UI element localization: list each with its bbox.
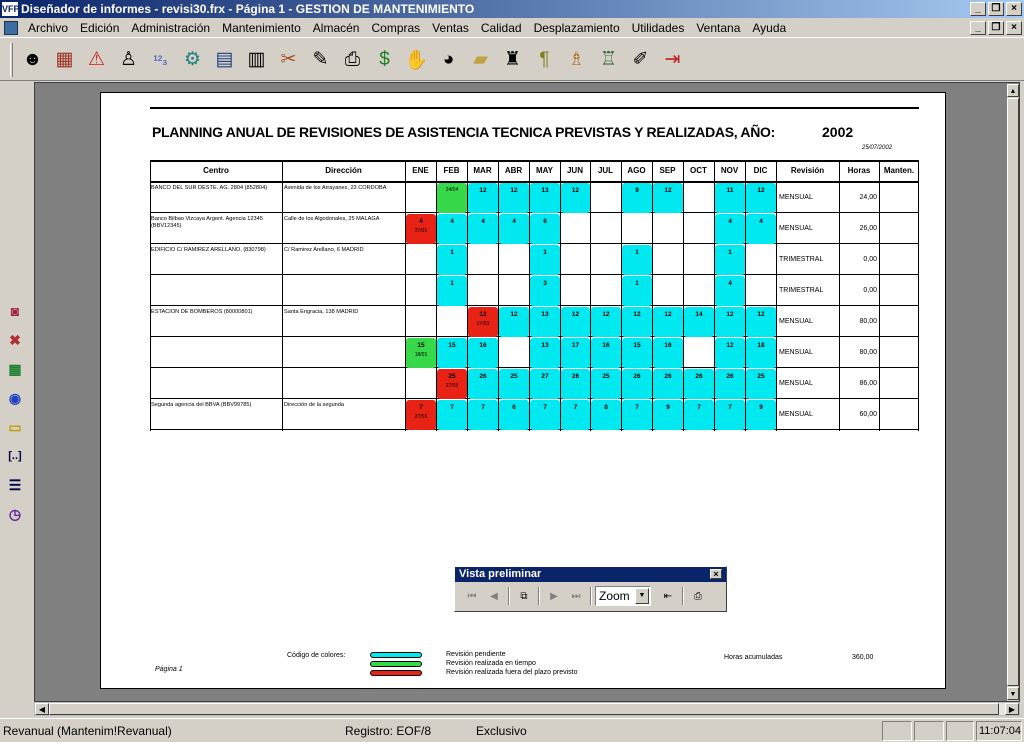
menu-administracion[interactable]: Administración xyxy=(131,20,211,35)
month-mark xyxy=(715,183,745,213)
month-date: 18/01 xyxy=(414,352,428,358)
list-icon[interactable]: ☰ xyxy=(8,476,22,493)
calculator-icon[interactable]: ▦ xyxy=(8,360,22,377)
row-centro: ESTACION DE BOMBEROS (80000801) xyxy=(151,309,253,315)
month-value: 7 xyxy=(635,404,639,411)
month-mark xyxy=(622,369,652,399)
month-value: 4 xyxy=(728,280,732,287)
month-value: 14 xyxy=(695,311,703,318)
row-horas: 0,00 xyxy=(863,256,877,263)
worker-icon[interactable]: ♜ xyxy=(503,49,522,70)
month-mark xyxy=(437,400,467,430)
month-mark xyxy=(622,307,652,337)
month-value: 9 xyxy=(666,404,670,411)
month-value: 12 xyxy=(757,187,765,194)
row-horas: 60,00 xyxy=(859,411,877,418)
month-value: 8 xyxy=(604,404,608,411)
month-mark xyxy=(468,214,498,244)
total-hours-label: Horas acumuladas xyxy=(724,654,783,661)
title-bar xyxy=(0,0,1024,18)
column-header: Revisión xyxy=(790,166,825,175)
month-value: 12 xyxy=(757,311,765,318)
month-value: 13 xyxy=(541,342,549,349)
month-value: 16 xyxy=(602,342,610,349)
month-mark xyxy=(530,245,560,275)
toolbar-grip[interactable] xyxy=(10,43,13,77)
month-mark xyxy=(499,369,529,399)
print-icon[interactable]: ⎙ xyxy=(694,590,702,602)
row-direccion: Calle de los Algodonales, 25 MALAGA xyxy=(284,216,380,222)
invoice-icon[interactable]: $ xyxy=(379,48,390,70)
month-mark xyxy=(468,307,498,337)
note-icon[interactable]: ▭ xyxy=(8,418,22,435)
month-value: 27 xyxy=(541,373,549,380)
month-mark xyxy=(499,183,529,213)
first-page-icon[interactable]: ⏮ xyxy=(467,590,477,602)
month-mark xyxy=(468,400,498,430)
row-horas: 0,00 xyxy=(863,287,877,294)
month-mark xyxy=(684,369,714,399)
month-value: 1 xyxy=(635,249,639,256)
table-column-line xyxy=(282,162,283,431)
table-column-line xyxy=(879,162,880,431)
month-mark xyxy=(406,400,436,430)
row-revision: MENSUAL xyxy=(779,411,813,418)
month-mark xyxy=(715,245,745,275)
doc-close-button[interactable]: × xyxy=(1006,21,1022,35)
month-value: 6 xyxy=(543,218,547,225)
month-mark xyxy=(653,183,683,213)
month-mark xyxy=(406,338,436,368)
month-mark xyxy=(746,214,776,244)
month-value: 25 xyxy=(602,373,610,380)
month-mark xyxy=(499,214,529,244)
month-value: 26 xyxy=(695,373,703,380)
month-value: 7 xyxy=(697,404,701,411)
month-value: 12 xyxy=(510,187,518,194)
row-centro xyxy=(151,340,279,366)
column-header: FEB xyxy=(443,166,460,175)
legend-swatch-pending xyxy=(370,652,422,658)
month-value: 12 xyxy=(633,311,641,318)
month-mark xyxy=(746,369,776,399)
column-header: DIC xyxy=(753,166,768,175)
month-date: 27/01 xyxy=(414,228,428,234)
menu-archivo[interactable]: Archivo xyxy=(28,20,69,35)
row-centro: Banco Bilbao Vizcaya Argent. Agencia 12345 (BBV12345) xyxy=(151,216,263,229)
column-header: OCT xyxy=(690,166,707,175)
legend-text-on-time: Revisión realizada en tiempo xyxy=(446,660,536,667)
month-mark xyxy=(530,400,560,430)
month-value: 26 xyxy=(664,373,672,380)
maximize-button[interactable]: ❐ xyxy=(988,2,1004,16)
menu-ventas[interactable]: Ventas xyxy=(432,20,469,35)
previous-page-icon[interactable]: ◀ xyxy=(490,590,498,602)
mouse-icon[interactable]: ♙ xyxy=(119,49,138,70)
month-value: 4 xyxy=(481,218,485,225)
month-mark xyxy=(499,400,529,430)
month-mark xyxy=(591,307,621,337)
bottle-icon[interactable]: ♖ xyxy=(599,49,618,70)
clock-icon[interactable]: ◷ xyxy=(8,505,22,522)
month-mark xyxy=(653,338,683,368)
month-value: 7 xyxy=(728,404,732,411)
numbers-icon[interactable]: ¹²₃ xyxy=(153,52,168,67)
month-mark xyxy=(468,183,498,213)
column-header: ABR xyxy=(504,166,523,175)
row-horas: 86,00 xyxy=(859,380,877,387)
month-value: 12 xyxy=(664,311,672,318)
month-value: 9 xyxy=(759,404,763,411)
vertical-scrollbar[interactable] xyxy=(1007,84,1019,701)
month-value: 9 xyxy=(635,187,639,194)
month-mark xyxy=(622,338,652,368)
month-value: 12 xyxy=(726,342,734,349)
preview-toolbar xyxy=(454,566,727,612)
month-value: 12 xyxy=(571,311,580,318)
pig-icon[interactable]: ◕ xyxy=(442,48,455,70)
month-value: 13 xyxy=(541,187,549,194)
month-mark xyxy=(715,400,745,430)
month-value: 15 xyxy=(417,342,425,349)
row-centro: EDIFICIO C/ RAMIREZ ARELLANO, (830798) xyxy=(151,247,266,253)
legend-text-late: Revisión realizada fuera del plazo previsto xyxy=(446,669,578,676)
month-mark xyxy=(437,338,467,368)
preview-close-button[interactable]: × xyxy=(710,569,722,579)
table-column-line xyxy=(405,162,406,431)
month-mark xyxy=(715,338,745,368)
row-direccion: C/ Ramirez Arellano, 6 MADRID xyxy=(284,247,364,253)
status-clock: 11:07:04 xyxy=(976,721,1022,741)
month-value: 18 xyxy=(757,342,765,349)
gear-hand-icon[interactable]: ✋ xyxy=(404,49,429,71)
month-value: 7 xyxy=(573,404,578,411)
main-toolbar xyxy=(0,39,1024,81)
month-value: 16 xyxy=(664,342,672,349)
scroll-right-arrow[interactable]: ▶ xyxy=(1005,703,1019,715)
column-header: JUN xyxy=(566,166,583,175)
month-value: 4 xyxy=(512,218,516,225)
report-icon[interactable]: ▥ xyxy=(247,49,266,70)
month-value: 25 xyxy=(757,373,765,380)
menu-calidad[interactable]: Calidad xyxy=(480,20,522,35)
doc-minimize-button[interactable]: _ xyxy=(970,21,986,35)
column-header: NOV xyxy=(720,166,739,175)
month-mark xyxy=(530,183,560,213)
month-value: 25 xyxy=(510,373,518,380)
month-mark xyxy=(437,276,467,306)
month-mark xyxy=(622,400,652,430)
status-table: Revanual (Mantenim!Revanual) xyxy=(3,724,172,738)
tools-icon[interactable]: ✂ xyxy=(280,49,297,70)
month-mark xyxy=(406,214,436,244)
month-value: 12 xyxy=(726,311,734,318)
row-revision: MENSUAL xyxy=(779,349,813,356)
menu-bar xyxy=(0,18,1024,38)
table-column-line xyxy=(918,162,919,431)
month-value: 25 xyxy=(448,373,456,380)
month-mark xyxy=(530,276,560,306)
horizontal-scroll-thumb[interactable] xyxy=(49,703,999,715)
table-column-line xyxy=(839,162,840,431)
exit-icon[interactable]: ⇥ xyxy=(664,49,681,70)
user-icon[interactable]: ☻ xyxy=(22,48,43,70)
column-header: SEP xyxy=(659,166,676,175)
month-mark xyxy=(561,369,590,399)
month-mark xyxy=(746,183,776,213)
total-hours-value: 360,00 xyxy=(852,654,874,661)
month-mark xyxy=(561,338,590,368)
month-value: 12 xyxy=(602,311,610,318)
legend-label: Código de colores: xyxy=(287,652,346,659)
month-value: 12 xyxy=(479,187,487,194)
report-date: 25/07/2002 xyxy=(862,145,893,151)
row-centro: Segunda agencia del BBVA (BBV99785) xyxy=(151,402,252,408)
month-date: 24/04 xyxy=(445,187,459,193)
month-mark xyxy=(437,214,467,244)
status-registro: Registro: EOF/8 xyxy=(345,724,432,738)
brackets-icon[interactable]: [..] xyxy=(8,450,22,462)
report-title: PLANNING ANUAL DE REVISIONES DE ASISTENCIA TECNICA PREVISTAS Y REALIZADAS, AÑO: xyxy=(152,124,775,140)
month-mark xyxy=(684,400,714,430)
printer-icon[interactable]: ⎙ xyxy=(344,48,361,70)
month-mark xyxy=(653,307,683,337)
month-value: 12 xyxy=(479,311,487,318)
menu-almacen[interactable]: Almacén xyxy=(312,20,360,35)
table-column-line xyxy=(776,162,777,431)
row-direccion xyxy=(284,371,404,397)
report-top-rule xyxy=(150,107,919,109)
month-value: 7 xyxy=(450,404,454,411)
zoom-select[interactable]: Zoom ▼ xyxy=(595,586,651,606)
month-value: 12 xyxy=(664,187,672,194)
report-year: 2002 xyxy=(822,124,854,140)
month-mark xyxy=(591,400,621,430)
month-mark xyxy=(622,183,652,213)
month-value: 15 xyxy=(633,342,641,349)
row-revision: MENSUAL xyxy=(779,225,813,232)
row-horas: 24,00 xyxy=(859,194,877,201)
notes-icon[interactable]: ✐ xyxy=(632,49,649,70)
legend-swatch-on-time xyxy=(370,661,422,667)
menu-edicion[interactable]: Edición xyxy=(80,20,120,35)
menu-desplazamiento[interactable]: Desplazamiento xyxy=(533,20,620,35)
nut-icon[interactable]: ✖ xyxy=(9,331,21,348)
month-mark xyxy=(437,183,467,213)
column-header: JUL xyxy=(597,166,614,175)
preview-title: Vista preliminar xyxy=(459,568,542,580)
month-value: 17 xyxy=(571,342,580,349)
month-value: 26 xyxy=(633,373,641,380)
month-mark xyxy=(622,245,652,275)
last-page-icon[interactable]: ⏭ xyxy=(571,590,581,602)
planning-table xyxy=(150,160,919,428)
legend-text-pending: Revisión pendiente xyxy=(446,651,506,658)
month-mark xyxy=(437,369,467,399)
screw-icon[interactable]: ¶ xyxy=(539,48,550,70)
month-value: 26 xyxy=(479,373,487,380)
month-value: 26 xyxy=(571,373,580,380)
vertical-scroll-thumb[interactable] xyxy=(1007,98,1019,686)
month-value: 1 xyxy=(543,249,547,256)
status-mode: Exclusivo xyxy=(476,724,527,738)
menu-compras[interactable]: Compras xyxy=(371,20,421,35)
month-value: 4 xyxy=(728,218,732,225)
month-mark xyxy=(530,307,560,337)
column-header: Dirección xyxy=(325,166,362,175)
close-preview-icon[interactable]: ⇤ xyxy=(663,590,673,602)
month-mark xyxy=(468,369,498,399)
month-value: 6 xyxy=(512,404,516,411)
column-header: Manten. xyxy=(883,166,915,175)
row-horas: 26,00 xyxy=(859,225,877,232)
window-title: Diseñador de informes - revisi30.frx - Página 1 - GESTION DE MANTENIMIENTO xyxy=(21,2,475,16)
month-mark xyxy=(746,307,776,337)
month-value: 16 xyxy=(479,342,487,349)
month-value: 1 xyxy=(635,280,639,287)
minimize-button[interactable]: _ xyxy=(970,2,986,16)
month-value: 1 xyxy=(728,249,732,256)
month-value: 13 xyxy=(541,311,549,318)
camera-icon[interactable]: ◙ xyxy=(10,303,20,319)
row-centro: BANCO DEL SUR DESTE. AG. 2804 (852804) xyxy=(151,185,268,191)
column-header: AGO xyxy=(627,166,646,175)
row-revision: MENSUAL xyxy=(779,318,813,325)
month-mark xyxy=(591,369,621,399)
column-header: MAR xyxy=(473,166,492,175)
month-mark xyxy=(468,338,498,368)
month-mark xyxy=(715,369,745,399)
document-icon[interactable] xyxy=(4,21,18,35)
month-value: 4 xyxy=(450,218,454,225)
building-icon[interactable]: ▦ xyxy=(55,49,74,70)
month-mark xyxy=(746,400,776,430)
form-icon[interactable]: ▤ xyxy=(215,49,234,70)
checklist-icon[interactable]: ✎ xyxy=(312,49,329,70)
month-mark xyxy=(591,338,621,368)
month-mark xyxy=(530,338,560,368)
row-revision: MENSUAL xyxy=(779,194,813,201)
scroll-left-arrow[interactable]: ◀ xyxy=(35,703,49,715)
row-horas: 80,00 xyxy=(859,349,877,356)
month-value: 7 xyxy=(543,404,547,411)
row-direccion: Dirección de la segunda xyxy=(284,402,345,408)
preview-title-bar[interactable] xyxy=(455,567,726,582)
manager-icon[interactable]: ♗ xyxy=(567,49,586,70)
month-date: 27/01 xyxy=(414,414,428,420)
row-direccion: Avenida de los Arrayanes, 23 CORDOBA xyxy=(284,185,387,191)
scroll-up-arrow[interactable]: ▲ xyxy=(1007,84,1019,97)
scroll-down-arrow[interactable]: ▼ xyxy=(1007,687,1019,700)
month-date: 27/03 xyxy=(476,321,490,327)
month-mark xyxy=(715,307,745,337)
menu-ayuda[interactable]: Ayuda xyxy=(752,20,787,35)
row-horas: 80,00 xyxy=(859,318,877,325)
month-mark xyxy=(437,245,467,275)
warning-icon[interactable]: ⚠ xyxy=(87,49,106,70)
menu-utilidades[interactable]: Utilidades xyxy=(631,20,685,35)
engine-icon[interactable]: ⚙ xyxy=(183,49,202,70)
go-to-page-icon[interactable]: ⧉ xyxy=(520,590,528,602)
next-page-icon[interactable]: ▶ xyxy=(550,590,558,602)
month-value: 4 xyxy=(759,218,763,225)
month-date: 27/03 xyxy=(445,383,459,389)
month-value: 7 xyxy=(419,404,423,411)
month-value: 26 xyxy=(726,373,734,380)
left-toolbar xyxy=(0,300,30,532)
app-icon: VFP xyxy=(2,4,20,14)
month-value: 12 xyxy=(571,187,580,194)
month-value: 1 xyxy=(450,280,454,287)
month-mark xyxy=(653,400,683,430)
month-mark xyxy=(715,276,745,306)
row-revision: TRIMESTRAL xyxy=(779,256,824,263)
page-number: Página 1 xyxy=(155,666,183,673)
month-mark xyxy=(653,369,683,399)
row-direccion: Santa Engracia, 138 MADRID xyxy=(284,309,359,315)
month-mark xyxy=(622,276,652,306)
month-mark xyxy=(530,369,560,399)
month-mark xyxy=(561,183,590,213)
row-direccion xyxy=(284,278,404,304)
row-revision: MENSUAL xyxy=(779,380,813,387)
globe-icon[interactable]: ◉ xyxy=(8,389,22,406)
column-header: Centro xyxy=(203,166,229,175)
doc-restore-button[interactable]: ❐ xyxy=(988,21,1004,35)
month-value: 3 xyxy=(543,280,547,287)
status-bar xyxy=(0,718,1024,742)
month-value: 12 xyxy=(510,311,518,318)
row-centro xyxy=(151,278,279,304)
month-mark xyxy=(715,214,745,244)
chevron-down-icon[interactable]: ▼ xyxy=(635,588,649,604)
row-direccion xyxy=(284,340,404,366)
horizontal-scrollbar[interactable] xyxy=(34,702,1020,716)
month-value: 4 xyxy=(419,218,423,225)
month-value: 7 xyxy=(481,404,485,411)
month-mark xyxy=(561,307,590,337)
month-mark xyxy=(499,307,529,337)
legend-swatch-late xyxy=(370,670,422,676)
month-mark xyxy=(684,307,714,337)
menu-mantenimiento[interactable]: Mantenimiento xyxy=(222,20,301,35)
column-header: Horas xyxy=(847,166,871,175)
row-revision: TRIMESTRAL xyxy=(779,287,824,294)
row-centro xyxy=(151,371,279,397)
column-header: MAY xyxy=(535,166,554,175)
folder-icon[interactable]: ▰ xyxy=(473,49,488,70)
month-mark xyxy=(530,214,560,244)
column-header: ENE xyxy=(412,166,429,175)
menu-ventana[interactable]: Ventana xyxy=(696,20,741,35)
month-value: 1 xyxy=(450,249,454,256)
month-mark xyxy=(746,338,776,368)
month-value: 11 xyxy=(726,187,734,194)
month-mark xyxy=(561,400,590,430)
month-value: 15 xyxy=(448,342,456,349)
close-button[interactable]: × xyxy=(1006,2,1022,16)
